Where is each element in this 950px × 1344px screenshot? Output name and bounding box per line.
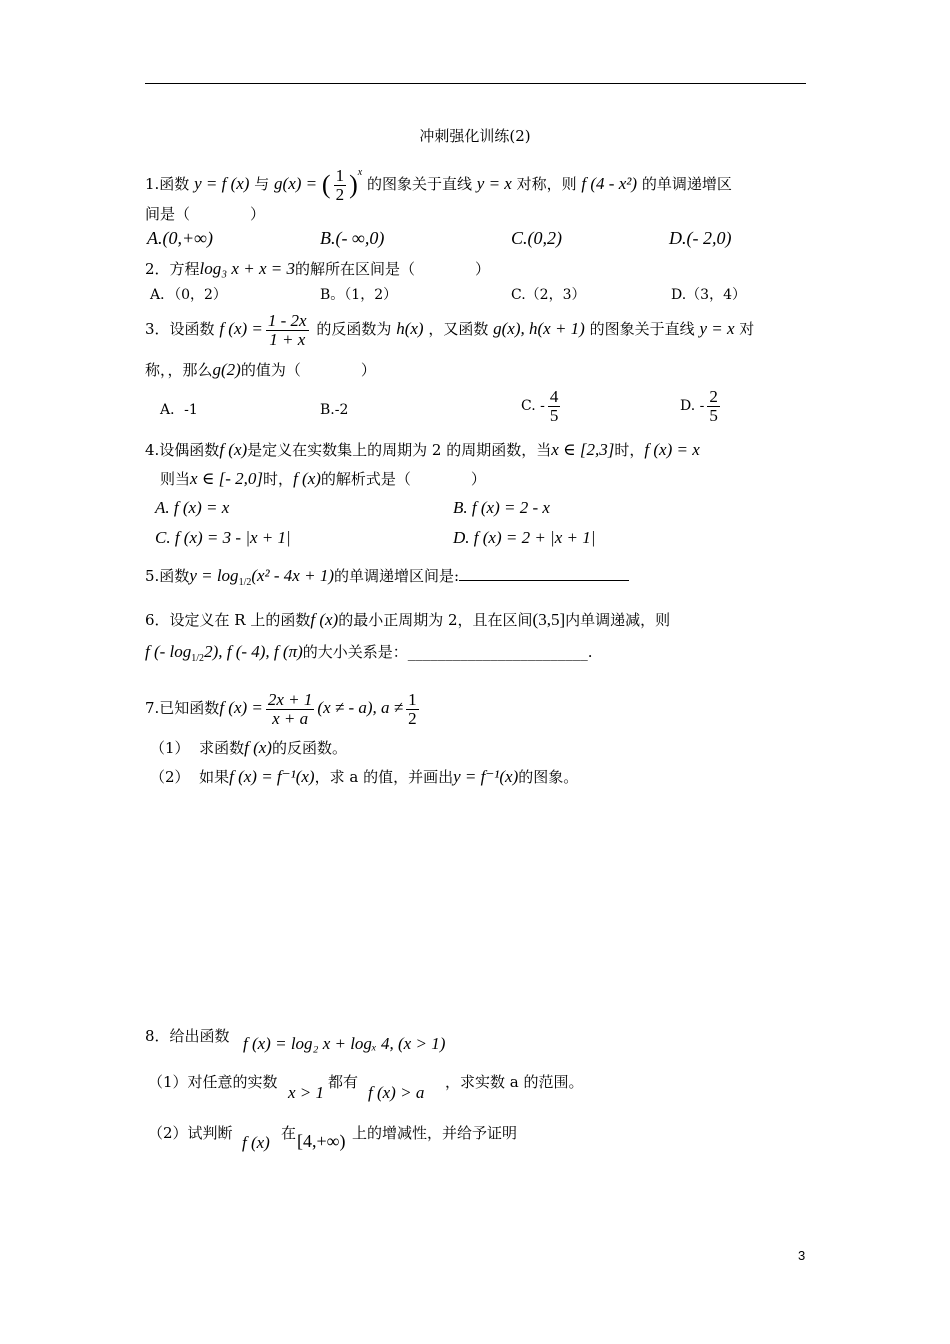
q8-part1-text-c: ，求实数 a 的范围。 — [445, 1073, 584, 1091]
q3-option-d-fraction — [707, 388, 720, 425]
q4-option-d: D. f (x) = 2 + |x + 1| — [453, 528, 596, 547]
q8-part2-fx: f (x) — [242, 1133, 270, 1152]
q7-label: 7.已知函数 — [145, 699, 220, 717]
q5-expr-b: (x² - 4x + 1) — [251, 566, 334, 585]
q3-option-d-label: D. - — [680, 398, 705, 414]
q3-text-c: ，又函数 — [428, 320, 489, 338]
q3-text-e: 对 — [739, 320, 755, 338]
q7-num: 2x + 1 — [267, 689, 313, 709]
q4-fx: f (x) — [219, 440, 248, 459]
q4-stem-line2 — [160, 469, 486, 489]
q7-part2-text-b: ，求 a 的值，并画出 — [314, 768, 454, 786]
q6-text-d: 的大小关系是：________________________. — [302, 643, 593, 661]
q7-part2-number: （2） — [150, 768, 190, 786]
q4-label: 4.设偶函数 — [145, 441, 220, 459]
q4-text-b: 是定义在实数集上的周期为 2 的周期函数，当 — [247, 441, 552, 459]
q7-den: x + a — [272, 708, 309, 728]
q3-option-c — [521, 386, 563, 426]
q7-fraction — [266, 691, 315, 728]
q3-option-d — [680, 386, 723, 426]
q8-part2-text-b: 在 — [281, 1124, 297, 1142]
q7-part1-number: （1） — [150, 739, 190, 757]
q6-vals-a: f (- log — [145, 642, 192, 661]
q1-label: 1.函数 — [145, 175, 190, 193]
q3-option-c-label: C. - — [521, 398, 545, 414]
q8-part2-text-a: （2）试判断 — [148, 1124, 233, 1142]
q3-fraction — [266, 312, 309, 349]
q3-option-c-den: 5 — [549, 405, 559, 425]
q6-base: 1/2 — [191, 653, 205, 664]
q7-part1-text-b: 的反函数。 — [271, 739, 347, 757]
q7-part1 — [150, 738, 347, 758]
q3-option-d-num: 2 — [709, 386, 718, 406]
q1-expr1: y = f (x) — [194, 174, 250, 193]
q7-part2 — [150, 767, 578, 787]
q7-stem — [145, 688, 422, 728]
q4-text-f: 的解析式是（ ） — [320, 470, 486, 488]
q4-option-a: A. f (x) = x — [155, 498, 230, 517]
q3-expr: f (x) = — [219, 319, 263, 338]
q3-gh: g(x), h(x + 1) — [493, 319, 585, 338]
q6-text-b: 的最小正周期为 2，且在区间 — [338, 611, 533, 629]
q5-expr-a: y = log — [189, 566, 239, 585]
q4-domain1: x ∈ [2,3] — [551, 440, 615, 459]
q1-fraction — [334, 167, 347, 204]
q4-def: f (x) = x — [644, 440, 700, 459]
q1-expr3: f (4 - x²) — [581, 174, 638, 193]
q1-text-b: 的图象关于直线 — [366, 175, 472, 193]
q5-text-b: 的单调递增区间是: — [334, 567, 460, 585]
q3-stem-line2 — [145, 360, 376, 380]
q7-part1-text-a: 求函数 — [199, 739, 245, 757]
q8-expr: f (x) = log₂ x + logₓ 4, (x > 1) — [243, 1034, 446, 1053]
q5-stem — [145, 566, 629, 593]
q4-option-b: B. f (x) = 2 - x — [453, 498, 550, 517]
q4-domain2: x ∈ [- 2,0] — [190, 469, 264, 488]
q1-stem-line2: 间是（ ） — [145, 205, 266, 223]
q4-text-c: 时， — [614, 441, 645, 459]
header-rule — [145, 83, 806, 84]
q5-answer-blank[interactable] — [459, 566, 629, 581]
q3-text-d: 的图象关于直线 — [589, 320, 695, 338]
q1-exp: x — [357, 167, 363, 178]
q1-paren-open: ( — [321, 170, 331, 199]
q4-option-c: C. f (x) = 3 - |x + 1| — [155, 528, 291, 547]
page-number: 3 — [798, 1248, 806, 1263]
q1-option-b: B.(- ∞,0) — [320, 228, 385, 248]
q3-label: 3．设函数 — [145, 320, 215, 338]
q3-option-d-den: 5 — [709, 405, 718, 425]
q2-text-b: 的解所在区间是（ ） — [294, 260, 490, 278]
q2-option-c: C.（2，3） — [511, 287, 586, 303]
q8-stem-label: 8．给出函数 — [145, 1027, 230, 1045]
q6-stem — [145, 610, 670, 630]
q3-stem — [145, 309, 754, 349]
q3-text-b: 的反函数为 — [316, 320, 392, 338]
q1-option-d: D.(- 2,0) — [669, 228, 732, 248]
q4-text-e: 时， — [263, 470, 294, 488]
q7-part2-eq: f (x) = f⁻¹(x) — [229, 767, 315, 786]
q6-interval: (3,5] — [532, 610, 566, 629]
q3-g2: g(2) — [212, 360, 241, 379]
q5-label: 5.函数 — [145, 567, 190, 585]
q2-label: 2．方程 — [145, 260, 200, 278]
q5-base: 1/2 — [238, 577, 252, 588]
q7-cond-fraction — [406, 691, 419, 728]
q7-part2-text-c: 的图象。 — [518, 768, 579, 786]
q8-part2-interval: [4,+∞) — [297, 1131, 346, 1151]
q3-line: y = x — [699, 319, 735, 338]
q1-conj: 与 — [254, 175, 270, 193]
q2-option-d: D.（3，4） — [671, 287, 746, 303]
q1-expr2: g(x) = — [274, 174, 318, 193]
q1-line: y = x — [476, 174, 512, 193]
q1-option-a: A.(0,+∞) — [147, 228, 213, 248]
q1-num: 1 — [335, 165, 345, 185]
q7-part1-fx: f (x) — [244, 738, 272, 757]
q2-option-a: A．（0，2） — [150, 287, 227, 303]
q3-den: 1 + x — [269, 329, 306, 349]
page-title: 冲刺强化训练(2) — [419, 127, 531, 145]
q3-option-a: A．-1 — [160, 402, 198, 418]
q3-option-c-fraction — [548, 388, 561, 425]
q1-option-c: C.(0,2) — [511, 228, 562, 248]
q1-text-c: 对称，则 — [516, 175, 577, 193]
q4-fx2: f (x) — [293, 469, 321, 488]
q8-part1-text-b: 都有 — [328, 1073, 359, 1091]
q7-cond: (x ≠ - a), a ≠ — [317, 698, 404, 717]
q3-text-f: 称，，那么 — [145, 361, 213, 379]
q8-part1-ineq: f (x) > a — [368, 1083, 425, 1102]
q7-cond-num: 1 — [408, 689, 417, 709]
q2-expr: log₃ x + x = 3 — [199, 259, 295, 278]
q6-stem-line2 — [145, 642, 593, 669]
q7-expr: f (x) = — [219, 698, 263, 717]
q3-h: h(x) — [396, 319, 424, 338]
q3-option-b: B.-2 — [320, 402, 349, 418]
q7-part2-y: y = f⁻¹(x) — [453, 767, 519, 786]
q6-vals-b: 2), f (- 4), f (π) — [204, 642, 303, 661]
q3-option-c-num: 4 — [549, 386, 559, 406]
q8-part1-text-a: （1）对任意的实数 — [148, 1073, 278, 1091]
q4-stem — [145, 440, 700, 460]
q6-label: 6．设定义在 R 上的函数 — [145, 611, 311, 629]
q2-option-b: B。（1，2） — [320, 287, 398, 303]
q7-cond-den: 2 — [408, 708, 417, 728]
q3-text-g: 的值为（ ） — [240, 361, 376, 379]
q3-num: 1 - 2x — [267, 310, 307, 330]
q1-text-d: 的单调递增区 — [641, 175, 732, 193]
q6-fx: f (x) — [310, 610, 339, 629]
q1-den: 2 — [335, 184, 345, 204]
q7-part2-text-a: 如果 — [199, 768, 230, 786]
q1-paren-close: ) — [349, 170, 358, 199]
q4-text-d: 则当 — [160, 470, 191, 488]
q8-part1-cond: x > 1 — [288, 1083, 325, 1102]
q8-part2-text-c: 上的增减性，并给予证明 — [352, 1124, 518, 1142]
q1-stem — [145, 163, 732, 204]
q2-stem — [145, 259, 490, 279]
q6-text-c: 内单调递减，则 — [565, 611, 671, 629]
